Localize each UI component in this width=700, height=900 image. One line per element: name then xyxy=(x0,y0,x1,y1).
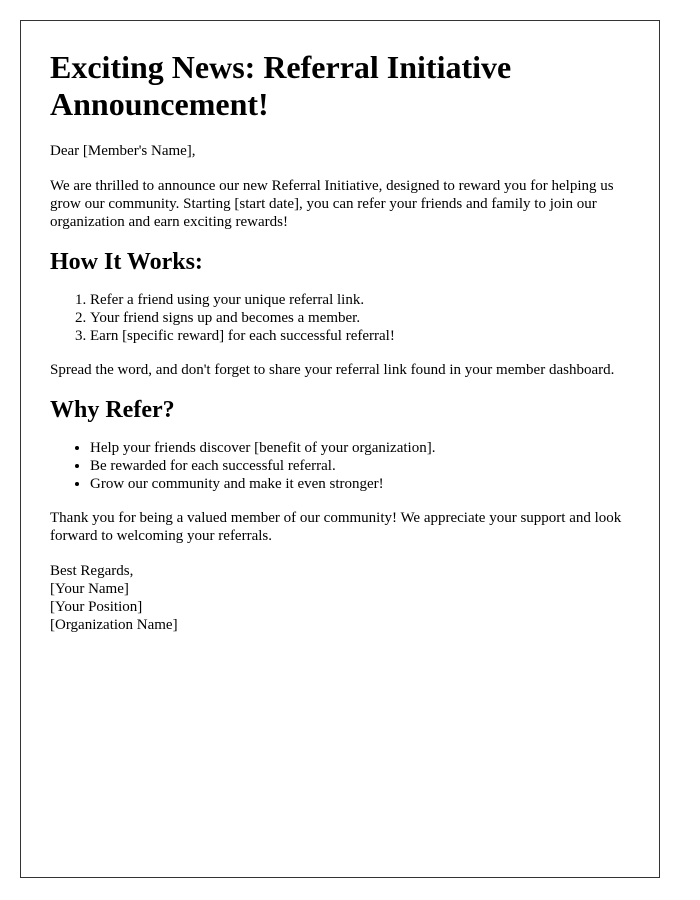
thanks-paragraph: Thank you for being a valued member of our community! We appreciate your support and look forward to welcoming your referrals. xyxy=(50,510,622,544)
why-refer-heading: Why Refer? xyxy=(50,397,175,423)
signoff-block xyxy=(50,562,630,634)
list-item: 3. Earn [specific reward] for each successful referral! xyxy=(90,327,630,345)
list-item: • Help your friends discover [benefit of your organization]. xyxy=(90,439,630,457)
letter-title: Exciting News: Referral Initiative Announcement! xyxy=(50,49,512,122)
signoff-organization: [Organization Name] xyxy=(50,617,178,633)
signoff-name: [Your Name] xyxy=(50,581,129,597)
signoff-closing: Best Regards, xyxy=(50,563,134,579)
list-item: • Grow our community and make it even stronger! xyxy=(90,475,630,493)
list-item: 1. Refer a friend using your unique referral link. xyxy=(90,291,630,309)
letter-page xyxy=(20,20,660,878)
signoff-position: [Your Position] xyxy=(50,599,143,615)
why-refer-list xyxy=(50,439,630,493)
list-item: 2. Your friend signs up and becomes a member. xyxy=(90,309,630,327)
spread-paragraph: Spread the word, and don't forget to share your referral link found in your member dashboard. xyxy=(50,362,615,378)
intro-paragraph: We are thrilled to announce our new Referral Initiative, designed to reward you for helping us grow our community. Starting [start date], you can refer your friends and family to join our organization and earn exciting rewards! xyxy=(50,178,614,230)
how-it-works-list xyxy=(50,291,630,345)
greeting: Dear [Member's Name], xyxy=(50,143,196,159)
list-item: • Be rewarded for each successful referral. xyxy=(90,457,630,475)
how-it-works-heading: How It Works: xyxy=(50,249,203,275)
